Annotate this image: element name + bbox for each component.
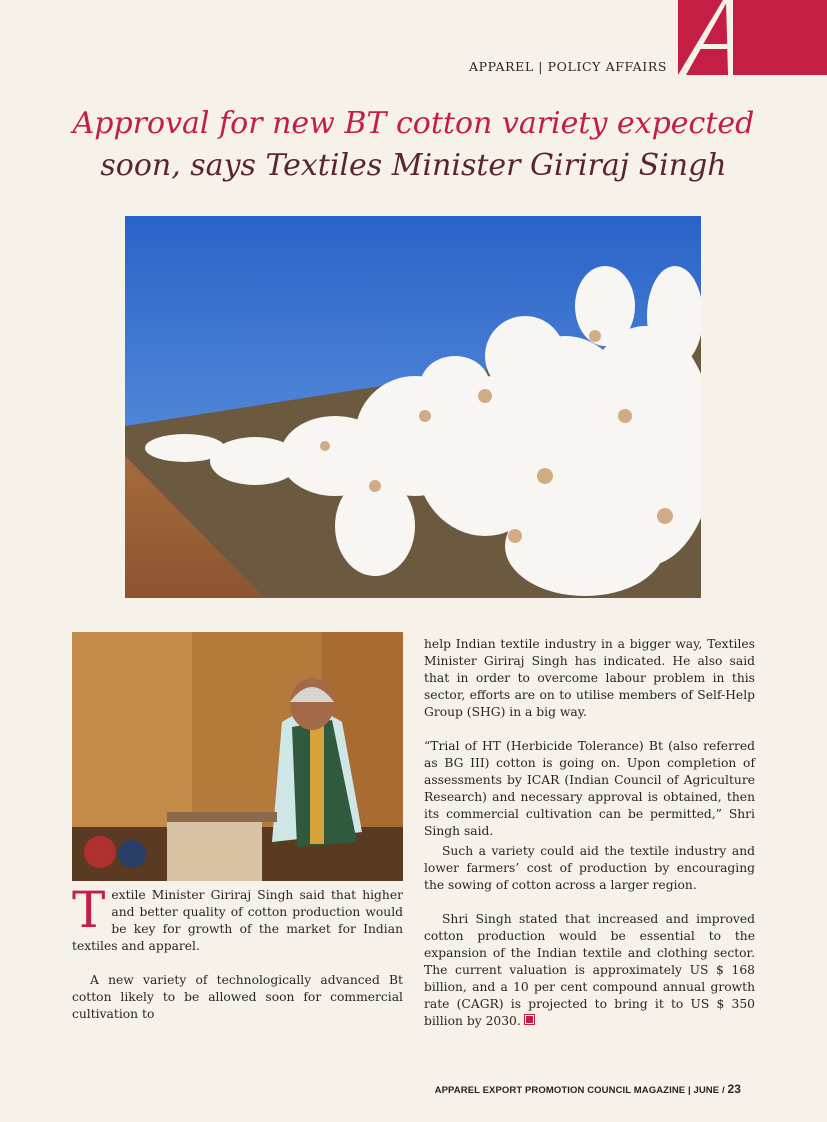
- end-of-article-icon: [525, 1015, 534, 1024]
- paragraph-4: Such a variety could aid the textile industry and lower farmers’ cost of production by encouraging the sowing of cotton across a larger region.: [424, 844, 755, 892]
- title-line-1: Approval for new BT cotton variety expected: [72, 106, 755, 141]
- title-line-2: soon, says Textiles Minister Giriraj Singh: [100, 148, 727, 183]
- footer-magazine: APPAREL EXPORT PROMOTION COUNCIL MAGAZINE | JUNE /: [434, 1085, 725, 1096]
- minister-speaking-photo: [72, 632, 403, 881]
- lead-paragraph: [72, 881, 403, 955]
- cotton-field-photo: [125, 216, 701, 598]
- page-number: 23: [727, 1082, 741, 1096]
- paragraph-5-text: Shri Singh stated that increased and improved cotton production would be essential to the expansion of the Indian textile and clothing sector. The current valuation is approximately US $ 168 billion, and a 10 per cent compound annual growth rate (CAGR) is projected to bring it to US $ 350 billion by 2030.: [424, 912, 755, 1028]
- paragraph-3: “Trial of HT (Herbicide Tolerance) Bt (also referred as BG III) cotton is going on. Upon completion of assessments by ICAR (Indian Council of Agriculture Research) and necessary approval is obtained, then its commercial cultivation can be permitted,” Shri Singh said.: [424, 739, 755, 838]
- paragraph-5: [424, 911, 755, 1030]
- lead-text: extile Minister Giriraj Singh said that higher and better quality of cotton production would be key for growth of the market for Indian textiles and apparel.: [72, 888, 403, 953]
- section-label: APPAREL | POLICY AFFAIRS: [468, 59, 667, 74]
- article-column-left: [72, 881, 403, 1023]
- page-footer: [435, 1082, 741, 1096]
- article-column-right: [424, 636, 755, 1030]
- corner-brand-block: [678, 0, 827, 75]
- paragraph-2-continued: help Indian textile industry in a bigger way, Textiles Minister Giriraj Singh has indicated. He also said that in order to overcome labour problem in this sector, efforts are on to utilise members of Self-Help Group (SHG) in a big way.: [424, 637, 755, 719]
- paragraph-2: A new variety of technologically advanced Bt cotton likely to be allowed soon for commercial cultivation to: [72, 973, 403, 1021]
- drop-cap: T: [72, 881, 106, 939]
- article-title: [60, 103, 767, 187]
